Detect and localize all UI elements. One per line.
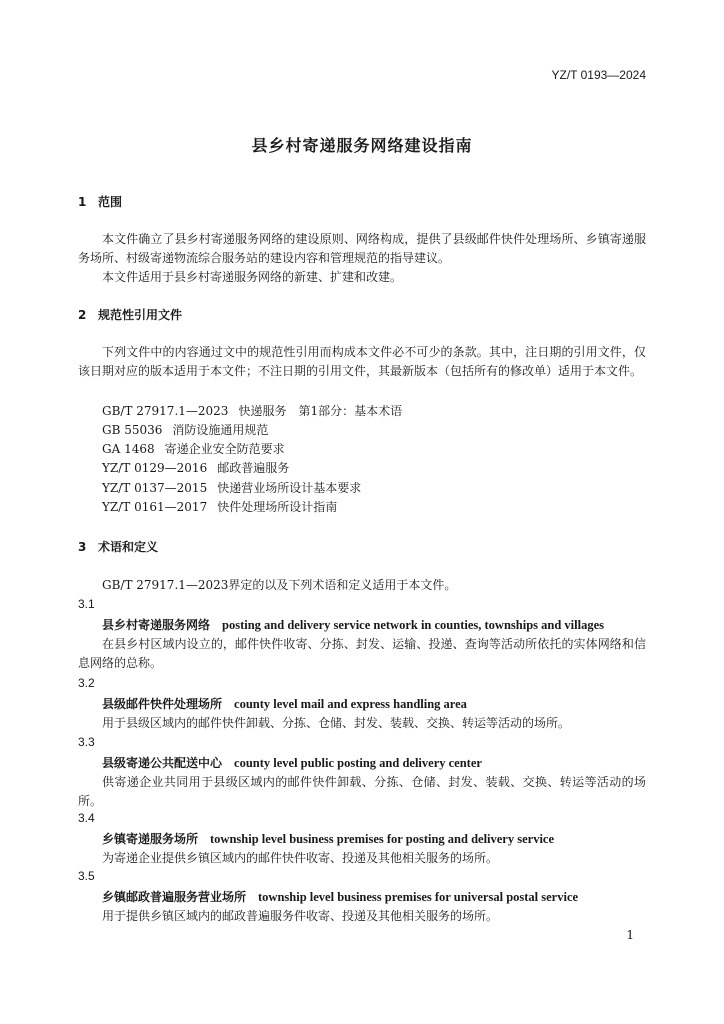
reference-name: 快件处理场所设计指南 [217,500,338,514]
term-definition: 用于提供乡镇区域内的邮政普遍服务件收寄、投递及其他相关服务的场所。 [102,909,499,923]
term-en: county level mail and express handling area [234,697,467,711]
scope-paragraph-1: 本文件确立了县乡村寄递服务网络的建设原则、网络构成，提供了县级邮件快件处理场所、乡镇寄递服务场所、村级寄递物流综合服务站的建设内容和管理规范的指导建议。 [78,232,646,265]
term-zh: 县乡村寄递服务网络 [102,618,211,632]
term-number: 3.2 [78,676,95,690]
section-number: 1 [78,195,87,209]
term-definition: 供寄递企业共同用于县级区域内的邮件快件卸载、分拣、仓储、封发、装载、交换、转运等活动的场所。 [78,775,646,808]
term-zh: 县级邮件快件处理场所 [102,697,223,711]
references-intro: 下列文件中的内容通过文中的规范性引用而构成本文件必不可少的条款。其中，注日期的引用文件，仅该日期对应的版本适用于本文件；不注日期的引用文件，其最新版本（包括所有的修改单）适用于本文件。 [78,345,646,378]
term-en: township level business premises for universal postal service [258,890,579,904]
section-title: 规范性引用文件 [98,308,183,322]
section-2-heading [78,306,182,323]
reference-item [102,402,402,419]
term-number: 3.5 [78,869,95,883]
reference-name: 寄递企业安全防范要求 [164,442,285,456]
reference-name: 快递服务 第1部分：基本术语 [238,404,403,418]
term-definition: 用于县级区域内的邮件快件卸载、分拣、仓储、封发、装载、交换、转运等活动的场所。 [102,716,571,730]
term-number: 3.3 [78,735,95,749]
section-3-heading [78,538,158,555]
term-en: county level public posting and delivery center [234,756,482,770]
term-number: 3.1 [78,597,95,611]
term-definition: 在县乡村区域内设立的，邮件快件收寄、分拣、封发、运输、投递、查询等活动所依托的实体网络和信息网络的总称。 [78,637,646,670]
section-title: 术语和定义 [98,540,159,554]
term-zh: 乡镇邮政普遍服务营业场所 [102,890,247,904]
term-title [102,888,578,905]
document-title: 县乡村寄递服务网络建设指南 [251,136,473,155]
reference-code: YZ/T 0129—2016 [102,461,208,475]
reference-code: GB 55036 [102,423,163,437]
reference-item [102,498,337,515]
section-number: 2 [78,308,87,322]
term-title [102,830,554,847]
reference-code: YZ/T 0137—2015 [102,481,208,495]
terms-intro: GB/T 27917.1—2023界定的以及下列术语和定义适用于本文件。 [102,578,457,592]
reference-name: 消防设施通用规范 [172,423,269,437]
section-1-heading [78,193,122,210]
term-zh: 乡镇寄递服务场所 [102,832,199,846]
section-title: 范围 [98,195,123,209]
term-title [102,616,604,633]
term-en: township level business premises for posting and delivery service [210,832,555,846]
term-en: posting and delivery service network in counties, townships and villages [222,618,604,632]
term-title [102,695,467,712]
reference-name: 邮政普遍服务 [217,461,290,475]
reference-code: GB/T 27917.1—2023 [102,404,229,418]
reference-item [102,479,361,496]
reference-code: YZ/T 0161—2017 [102,500,208,514]
scope-paragraph-2: 本文件适用于县乡村寄递服务网络的新建、扩建和改建。 [102,270,403,284]
reference-code: GA 1468 [102,442,155,456]
term-zh: 县级寄递公共配送中心 [102,756,223,770]
reference-name: 快递营业场所设计基本要求 [217,481,362,495]
standard-code: YZ/T 0193—2024 [551,68,646,82]
section-number: 3 [78,540,87,554]
reference-item [102,440,285,457]
reference-item [102,459,289,476]
term-definition: 为寄递企业提供乡镇区域内的邮件快件收寄、投递及其他相关服务的场所。 [102,851,499,865]
term-title [102,754,482,771]
reference-item [102,421,268,438]
term-number: 3.4 [78,811,95,825]
page-number: 1 [626,928,634,942]
